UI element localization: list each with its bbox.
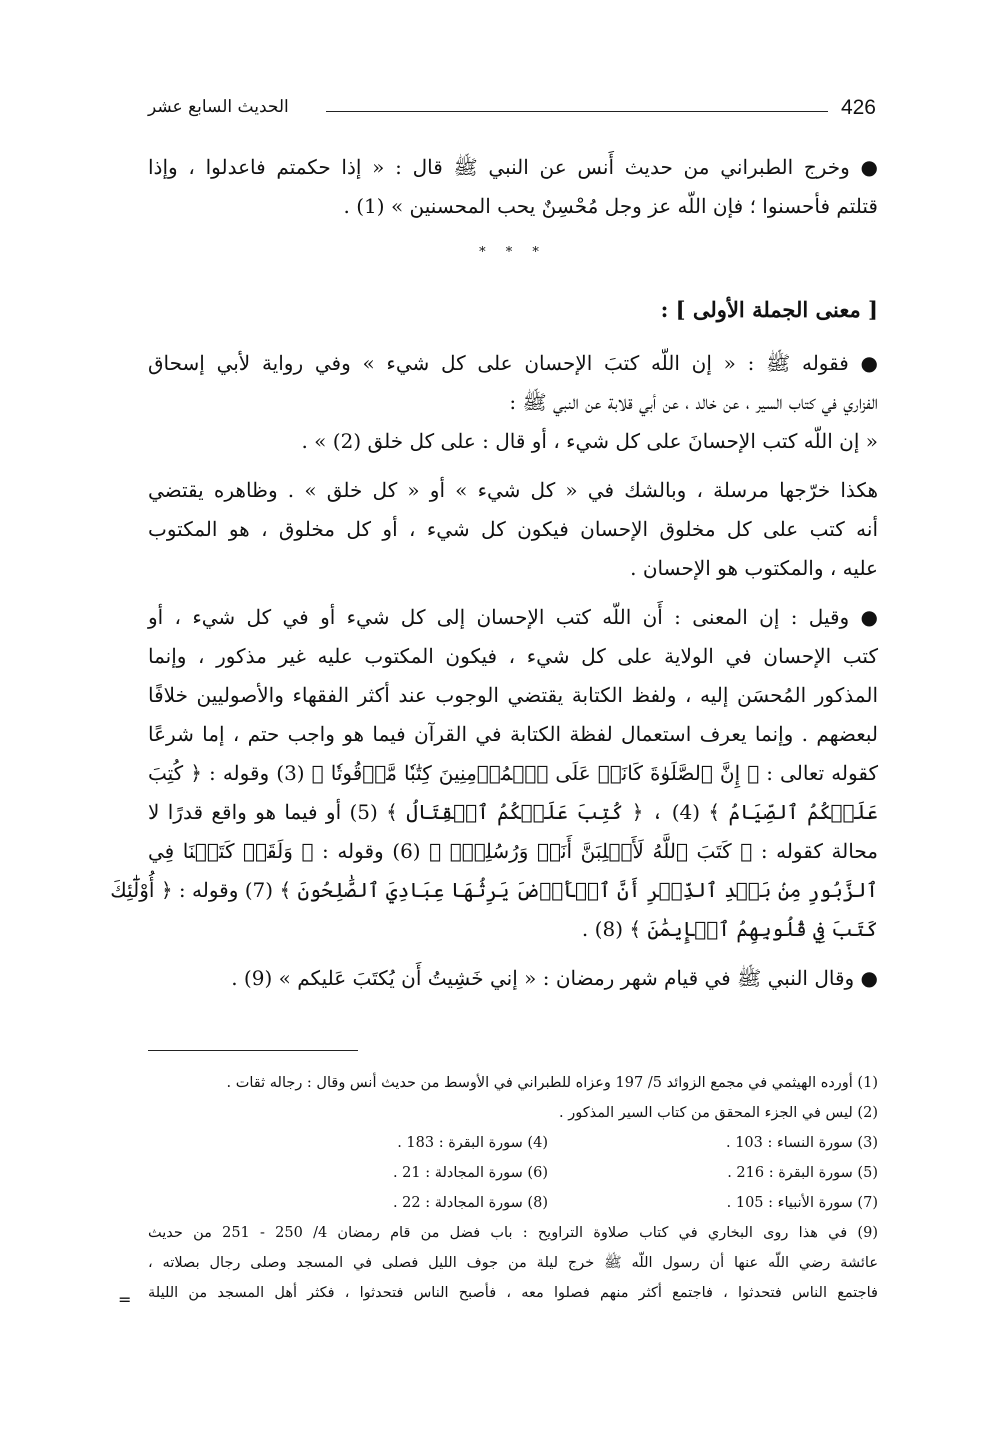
- text-line: المذكور المُحسَن إليه ، ولفظ الكتابة يقتضي الوجوب عند أكثر الفقهاء والأصوليين خلافًا: [148, 683, 878, 707]
- page-number: 426: [840, 96, 876, 119]
- text-line: محالة كقوله : ﴿ كَتَبَ ٱللَّهُ لَأَغۡلِبَنَّ أَنَا۠ وَرُسُلِيٓۚ ﴾ (6) وقوله : ﴿ وَلَقَدۡ كَتَبۡنَا فِي: [148, 839, 878, 863]
- text-line: الفزاري في كتاب السير ، عن خالد ، عن أبي قلابة عن النبي ﷺ :: [509, 390, 878, 414]
- text-line: ● وقال النبي ﷺ في قيام شهر رمضان : « إني خَشِيتُ أَن يُكتَبَ عَليكم » (9) .: [231, 966, 878, 990]
- footnote-2: (2) ليس في الجزء المحقق من كتاب السير المذكور .: [559, 1105, 878, 1121]
- text-line: ● وقيل : إن المعنى : أَن اللّه كتب الإحسان إلى كل شيء أو في كل شيء ، أو: [148, 605, 878, 629]
- footnote-4: (4) سورة البقرة : 183 .: [397, 1135, 548, 1151]
- text-line: ٱلزَّبُورِ مِنۢ بَعۡدِ ٱلذِّكۡرِ أَنَّ ٱلۡأَرۡضَ يَرِثُهَا عِبَادِيَ ٱلصَّٰلِحُونَ ﴾ (7) وقوله : ﴿ أُوْلَٰٓئِكَ: [110, 878, 878, 902]
- page-header: [148, 96, 878, 130]
- section-heading: [ معنى الجملة الأولى ] :: [660, 297, 878, 322]
- footnote-1: (1) أورده الهيثمي في مجمع الزوائد 5/ 197 وعزاه للطبراني في الأوسط من حديث أنس وقال : رجاله ثقات .: [226, 1075, 878, 1091]
- footnote-9-line: عائشة رضي اللّه عنها أن رسول اللّه ﷺ خرج ليلة من جوف الليل فصلى في المسجد وصلى رجال بصلاته ،: [148, 1255, 878, 1271]
- footnote-6: (6) سورة المجادلة : 21 .: [392, 1165, 548, 1181]
- text-line: لبعضهم . وإنما يعرف استعمال لفظة الكتابة في القرآن فيما هو واجب حتم ، إما شرعًا: [148, 722, 878, 746]
- footnote-rule: [148, 1050, 358, 1051]
- text-line: قتلتم فأحسنوا ؛ فإن اللّه عز وجل مُحْسِنٌ يحب المحسنين » (1) .: [343, 194, 878, 218]
- footnote-7: (7) سورة الأنبياء : 105 .: [726, 1195, 878, 1211]
- footnote-row: [148, 1128, 878, 1158]
- header-rule: [326, 111, 828, 112]
- text-line: هكذا خرّجها مرسلة ، وبالشك في « كل شيء » أو « كل خلق » . وظاهره يقتضي: [148, 478, 878, 502]
- text-line: كقوله تعالى : ﴿ إِنَّ ٱلصَّلَوٰةَ كَانَتۡ عَلَى ٱلۡمُؤۡمِنِينَ كِتَٰبٗا مَّوۡقُوتٗا ﴾ (3) وقوله : ﴿ كُتِبَ: [148, 761, 878, 785]
- text-line: أنه كتب على كل مخلوق الإحسان فيكون كل شيء ، أو كل مخلوق ، هو المكتوب: [148, 517, 878, 541]
- text-line: كَتَبَ فِي قُلُوبِهِمُ ٱلۡإِيمَٰنَ ﴾ (8) .: [581, 917, 878, 941]
- paragraph-gap: [148, 461, 878, 471]
- paragraph-gap: [148, 949, 878, 959]
- text-line: عَلَيۡكُمُ ٱلصِّيَامُ ﴾ (4) ، ﴿ كُتِبَ عَلَيۡكُمُ ٱلۡقِتَالُ ﴾ (5) أو فيما هو واقع قدرًا لا: [148, 800, 878, 824]
- footnote-3: (3) سورة النساء : 103 .: [725, 1135, 878, 1151]
- paragraph-gap: [148, 334, 878, 344]
- footnote-row: [148, 1158, 878, 1188]
- footnotes: [148, 1068, 878, 1308]
- running-title: الحديث السابع عشر: [148, 97, 289, 117]
- text-line: ● فقوله ﷺ : « إن اللّه كتبَ الإحسان على كل شيء » وفي رواية لأبي إسحاق: [148, 351, 878, 375]
- text-line: عليه ، والمكتوب هو الإحسان .: [630, 556, 878, 580]
- paragraph-gap: [148, 588, 878, 598]
- text-line: ● وخرج الطبراني من حديث أَنس عن النبي ﷺ قال : « إذا حكمتم فاعدلوا ، وإذا: [148, 155, 878, 179]
- continuation-mark: =: [118, 1290, 132, 1309]
- footnote-row: [148, 1188, 878, 1218]
- section-separator: * * *: [479, 245, 547, 260]
- text-line: « إن اللّه كتب الإحسانَ على كل شيء ، أو قال : على كل خلق (2) » .: [301, 429, 878, 453]
- footnote-9-line: (9) في هذا روى البخاري في كتاب صلاوة التراويح : باب فضل من قام رمضان 4/ 250 - 251 من حديث: [148, 1225, 878, 1241]
- footnote-8: (8) سورة المجادلة : 22 .: [392, 1195, 548, 1211]
- main-text: [110, 148, 878, 998]
- text-line: كتب الإحسان في الولاية على كل شيء ، فيكون المكتوب عليه غير مذكور ، وإنما: [148, 644, 878, 668]
- footnote-5: (5) سورة البقرة : 216 .: [727, 1165, 878, 1181]
- footnote-9-line: فاجتمع الناس فتحدثوا ، فاجتمع أكثر منهم فصلوا معه ، فأصبح الناس فتحدثوا ، فكثر أهل المسجد من الليلة: [148, 1285, 878, 1301]
